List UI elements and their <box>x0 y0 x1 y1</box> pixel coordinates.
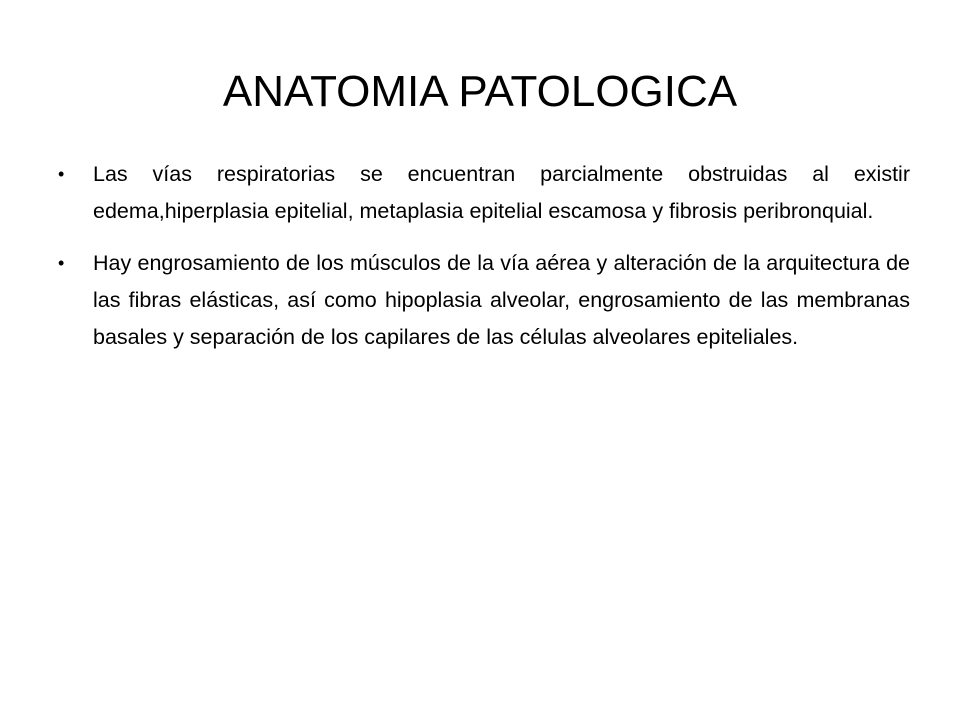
bullet-item-airways <box>58 156 910 230</box>
bullet-icon: • <box>58 164 65 184</box>
bullet-text: Hay engrosamiento de los músculos de la vía aérea y alteración de la arquitectura de las fibras elásticas, así como hipoplasia alveolar, engrosamiento de las membranas basales y separación de los capilares de las células alveolares epiteliales. <box>93 251 910 349</box>
bullet-item-muscle-thickening <box>58 245 910 356</box>
bullet-list <box>58 156 910 371</box>
bullet-text: Las vías respiratorias se encuentran parcialmente obstruidas al existir edema,hiperplasia epitelial, metaplasia epitelial escamosa y fibrosis peribronquial. <box>93 162 910 223</box>
bullet-icon: • <box>58 253 65 273</box>
slide-title: ANATOMIA PATOLOGICA <box>222 67 738 116</box>
